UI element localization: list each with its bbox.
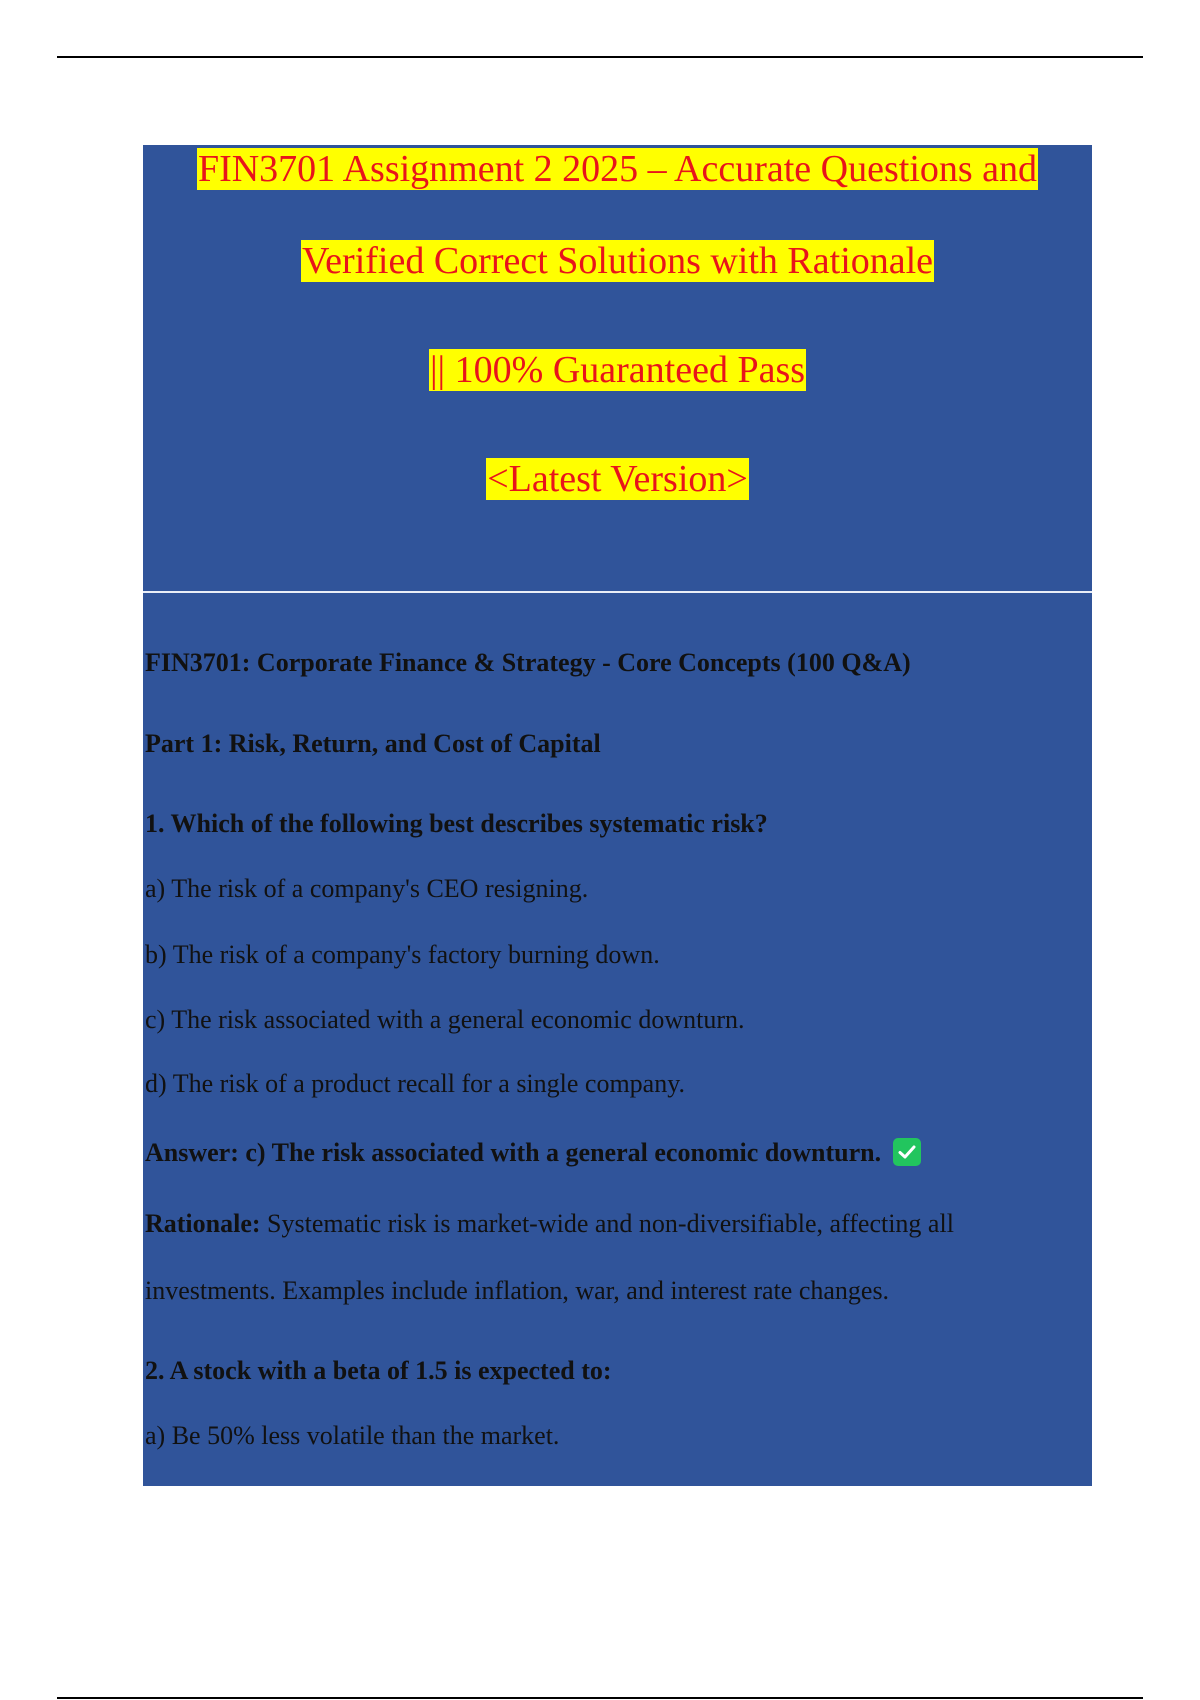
top-rule xyxy=(57,56,1143,58)
title-line-1: FIN3701 Assignment 2 2025 – Accurate Questions and xyxy=(197,148,1038,190)
answer-text: Answer: c) The risk associated with a general economic downturn. xyxy=(145,1138,882,1167)
bottom-rule xyxy=(57,1697,1143,1699)
section-divider xyxy=(143,591,1092,593)
question-1-option-b: b) The risk of a company's factory burning down. xyxy=(145,940,660,969)
rationale-label: Rationale: xyxy=(145,1209,261,1238)
question-1-rationale xyxy=(145,1207,954,1241)
rationale-text-1: Systematic risk is market-wide and non-diversifiable, affecting all xyxy=(260,1209,954,1238)
content-panel xyxy=(143,145,1092,1486)
question-2-option-a: a) Be 50% less volatile than the market. xyxy=(145,1421,560,1450)
question-1-option-d: d) The risk of a product recall for a single company. xyxy=(145,1069,686,1098)
title-line-4: <Latest Version> xyxy=(487,458,748,500)
question-1-rationale-continued: investments. Examples include inflation, war, and interest rate changes. xyxy=(145,1276,890,1305)
question-1-option-c: c) The risk associated with a general economic downturn. xyxy=(145,1005,745,1034)
question-1: 1. Which of the following best describes systematic risk? xyxy=(145,809,768,838)
question-2: 2. A stock with a beta of 1.5 is expected to: xyxy=(145,1356,612,1385)
question-1-option-a: a) The risk of a company's CEO resigning. xyxy=(145,874,589,903)
check-mark-icon xyxy=(893,1138,921,1166)
title-line-3: || 100% Guaranteed Pass xyxy=(429,349,806,391)
course-heading: FIN3701: Corporate Finance & Strategy - Core Concepts (100 Q&A) xyxy=(145,648,911,677)
title-line-2: Verified Correct Solutions with Rationale xyxy=(301,240,934,282)
part-heading: Part 1: Risk, Return, and Cost of Capital xyxy=(145,729,601,758)
question-1-answer xyxy=(145,1136,921,1170)
